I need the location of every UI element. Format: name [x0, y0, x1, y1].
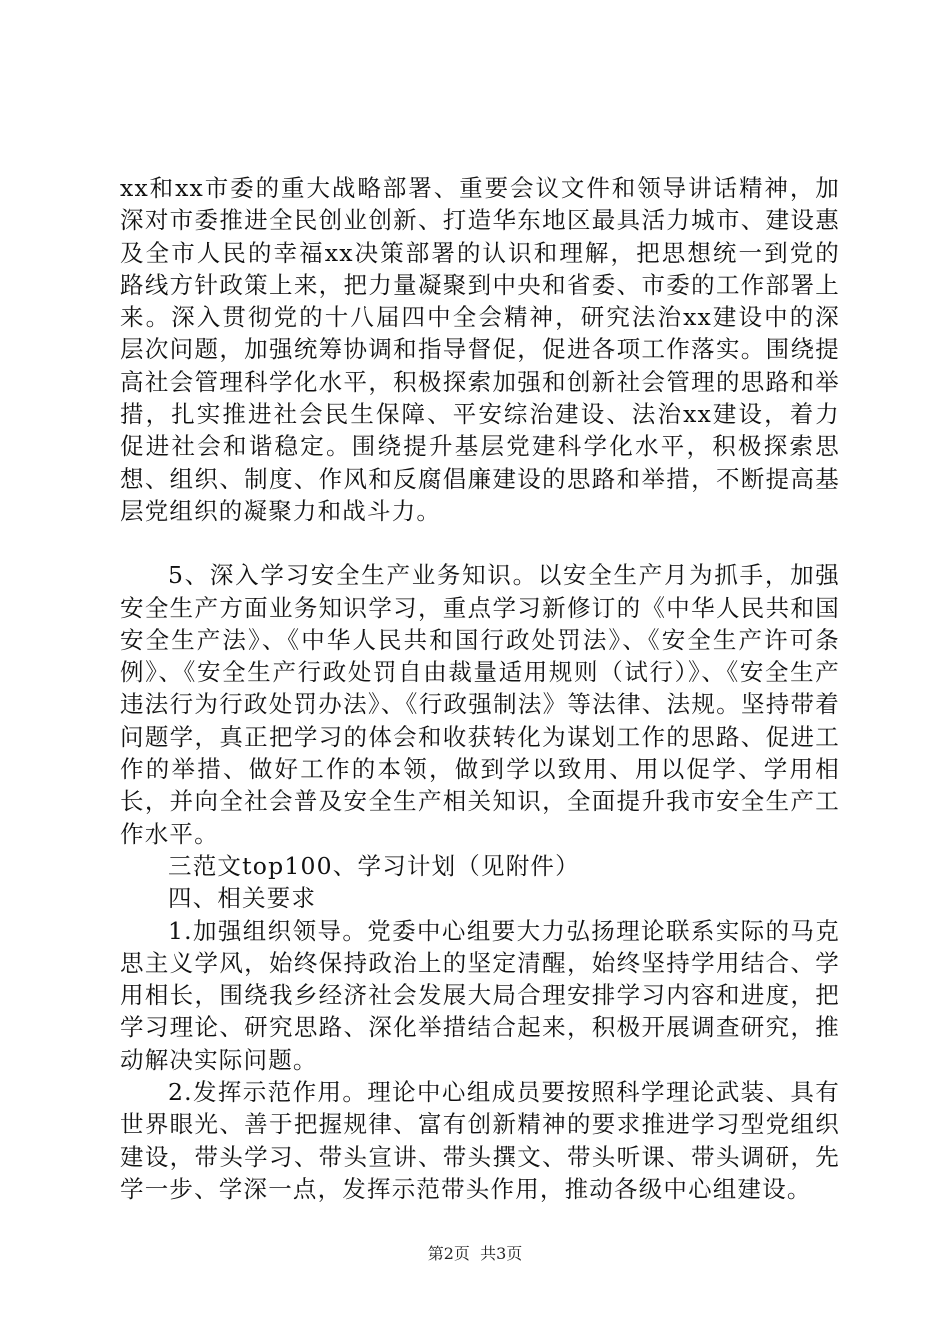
paragraph-gap — [120, 527, 840, 559]
paragraph-party-policy: xx和xx市委的重大战略部署、重要会议文件和领导讲话精神，加深对市委推进全民创业创新、打造华东地区最具活力城市、建设惠及全市人民的幸福xx决策部署的认识和理解，把思想统一到党的路线方针政策上来，把力量凝聚到中央和省委、市委的工作部署上来。深入贯彻党的十八届四中全会精神，研究法治xx建设中的深层次问题，加强统筹协调和指导督促，促进各项工作落实。围绕提高社会管理科学化水平，积极探索加强和创新社会管理的思路和举措，扎实推进社会民生保障、平安综治建设、法治xx建设，着力促进社会和谐稳定。围绕提升基层党建科学化水平，积极探索思想、组织、制度、作风和反腐倡廉建设的思路和举措，不断提高基层党组织的凝聚力和战斗力。 — [120, 174, 840, 525]
paragraph-exemplary-role: 2.发挥示范作用。理论中心组成员要按照科学理论武装、具有世界眼光、善于把握规律、富有创新精神的要求推进学习型党组织建设，带头学习、带头宣讲、带头撰文、带头听课、带头调研，先学一步、学深一点，发挥示范带头作用，推动各级中心组建设。 — [120, 1078, 840, 1203]
paragraph-safety-knowledge: 5、深入学习安全生产业务知识。以安全生产月为抓手，加强安全生产方面业务知识学习，重点学习新修订的《中华人民共和国安全生产法》、《中华人民共和国行政处罚法》、《安全生产许可条例》、《安全生产行政处罚自由裁量适用规则（试行）》、《安全生产违法行为行政处罚办法》、《行政强制法》等法律、法规。坚持带着问题学，真正把学习的体会和收获转化为谋划工作的思路、促进工作的举措、做好工作的本领，做到学以致用、用以促学、学用相长，并向全社会普及安全生产相关知识，全面提升我市安全生产工作水平。 — [120, 561, 840, 848]
document-body — [120, 172, 840, 1205]
paragraph-study-plan: 三范文top100、学习计划（见附件） — [168, 851, 580, 880]
page-footer — [0, 1244, 950, 1264]
section-heading-requirements: 四、相关要求 — [168, 884, 317, 913]
page-number: 第2页 共3页 — [427, 1244, 523, 1263]
paragraph-organization-leadership: 1.加强组织领导。党委中心组要大力弘扬理论联系实际的马克思主义学风，始终保持政治上的坚定清醒，始终坚持学用结合、学用相长，围绕我乡经济社会发展大局合理安排学习内容和进度，把学习理论、研究思路、深化举措结合起来，积极开展调查研究，推动解决实际问题。 — [120, 916, 840, 1074]
